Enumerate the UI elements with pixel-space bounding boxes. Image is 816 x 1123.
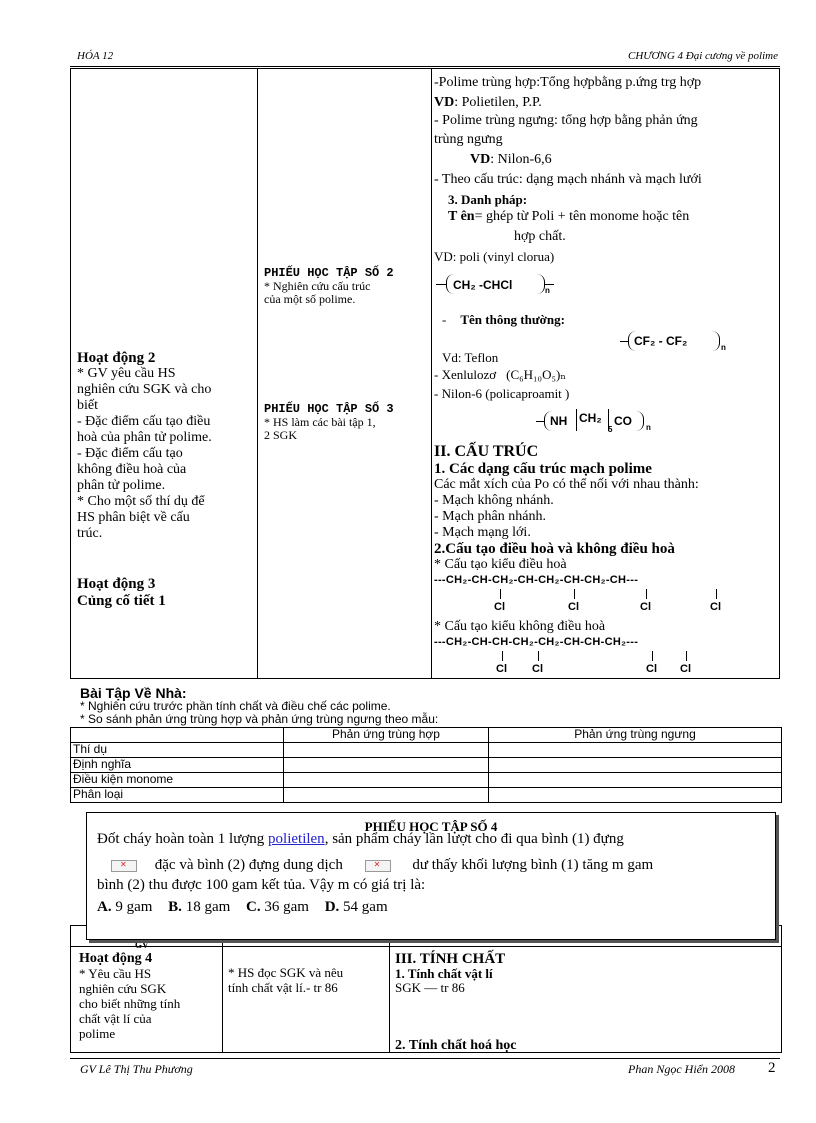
activity-4-student [228,965,386,995]
table-header: Phản ứng trùng ngưng [489,728,782,743]
activity-2-line: phân tử polime. [77,478,166,493]
cl-label: Cl [680,663,691,675]
worksheet-2-line: của một số polime. [264,292,356,306]
broken-image-icon [365,860,391,872]
text-line: - Xenlulozơ (C₆H₁₀O₅)ₙ [434,367,566,382]
text-line: - Nilon-6 (policaproamit ) [434,386,570,401]
activity-4-title: Hoạt động 4 [79,951,153,966]
worksheet-2-line: * Nghiên cứu cấu trúc [264,279,371,293]
subsection-chemical: 2. Tính chất hoá học [395,1038,517,1053]
common-names-heading: - Tên thông thường: [442,312,565,327]
cl-label: Cl [640,601,651,613]
option-d-label: D. [324,899,340,915]
activity-4-line: cho biết những tính [79,996,181,1011]
text-line: * Cấu tạo kiểu điều hoà [434,557,567,572]
cl-label: Cl [710,601,721,613]
worksheet-4 [86,812,776,940]
text-line: VD: Nilon-6,6 [470,152,552,167]
footer-left: GV Lê Thị Thu Phương [80,1062,193,1076]
activity-2 [77,350,255,542]
cl-label: Cl [496,663,507,675]
text-line: VD: Polietilen, P.P. [434,95,542,110]
table-row: Định nghĩa [71,758,284,773]
activity-4-table [70,925,782,1053]
section-nomenclature: 3. Danh pháp: [448,192,528,207]
subsection-1: 1. Các dạng cấu trúc mạch polime [434,461,652,477]
polietilen-link[interactable]: polietilen [268,831,325,847]
worksheet-2 [264,267,429,306]
question-line: bình (2) thu được 100 gam kết tủa. Vậy m có giá trị là: [97,877,426,893]
activity-2-line: trúc. [77,526,103,541]
page-number: 2 [768,1060,776,1076]
activity-2-line: biết [77,398,98,413]
activity-2-line: hoà của phân tử polime. [77,430,212,445]
answer-options [97,899,388,916]
cl-label: Cl [494,601,505,613]
activity-4-line: chất vật lí của [79,1011,152,1026]
activity-2-line: HS phân biệt về cấu [77,510,190,525]
formula-nylon6: NH CH₂ 5 CO n [536,409,666,435]
activity-2-line: * GV yêu cầu HS [77,366,176,381]
activity-4 [79,951,219,1041]
homework-line: * Nghiên cứu trước phần tính chất và điều chế các polime. [80,699,391,713]
text-line: - Mạch mạng lới. [434,525,531,540]
student-line: tính chất vật lí.- tr 86 [228,980,338,995]
question-line: ✕ đặc và bình (2) đựng dung dịch ✕ dư thấy khối lượng bình (1) tăng m gam [111,857,653,874]
table-header: Phản ứng trùng hợp [284,728,489,743]
broken-image-icon [111,860,137,872]
cl-label: Cl [532,663,543,675]
properties-section [395,952,775,995]
header-rule [70,66,780,67]
subsection-2: 2.Cấu tạo điều hoà và không điều hoà [434,541,675,557]
text-line: hợp chất. [514,229,566,244]
activity-2-line: - Đặc điểm cấu tạo [77,446,183,461]
activity-2-line: * Cho một số thí dụ để [77,494,205,509]
worksheet-2-title: PHIẾU HỌC TẬP SỐ 2 [264,266,394,280]
text-line: - Mạch không nhánh. [434,493,554,508]
table-row: Điều kiện monome [71,773,284,788]
footer-rule [70,1058,780,1059]
activity-4-line: nghiên cứu SGK [79,981,167,996]
activity-2-line: nghiên cứu SGK và cho [77,382,212,397]
formula-pvc: CH₂ -CHCl n [436,274,556,298]
text-line: Vd: Teflon [442,350,499,365]
worksheet-3-line: * HS làm các bài tập 1, [264,415,376,429]
chain-irregular: ---CH₂-CH-CH-CH₂-CH₂-CH-CH-CH₂--- [434,636,639,648]
text-line: - Mạch phân nhánh. [434,509,546,524]
text-line: * Cấu tạo kiểu không điều hoà [434,619,606,634]
section-properties: III. TÍNH CHẤT [395,951,506,967]
option-a-label: A. [97,899,112,915]
activity-2-line: không điều hoà của [77,462,187,477]
activity-4-line: polime [79,1026,116,1041]
table-header [71,728,284,743]
text-line: T ên= ghép từ Poli + tên monome hoặc tên [448,209,690,224]
text-line: VD: poli (vinyl clorua) [434,249,555,264]
student-line: * HS đọc SGK và nêu [228,965,344,980]
activity-3 [77,576,166,610]
activity-3-sub: Củng cố tiết 1 [77,593,166,609]
activity-2-title: Hoạt động 2 [77,350,156,366]
option-b-label: B. [168,899,182,915]
option-b: 18 gam [185,899,231,915]
header-right: CHƯƠNG 4 Đại cương về polime [627,50,778,62]
section-structure: II. CẤU TRÚC [434,443,539,460]
worksheet-3-title: PHIẾU HỌC TẬP SỐ 3 [264,402,394,416]
gv-label: GV [135,940,149,950]
table-row: Thí dụ [71,743,284,758]
homework-title: Bài Tập Về Nhà: [80,685,187,701]
main-table [70,68,780,679]
text-line: -Polime trùng hợp:Tổng hợpbằng p.ứng trg hợp [434,75,702,90]
homework-line: * So sánh phản ứng trùng hợp và phản ứng trùng ngưng theo mẫu: [80,712,439,726]
cl-label: Cl [568,601,579,613]
activity-2-line: - Đặc điểm cấu tạo điều [77,414,211,429]
header-left: HÓA 12 [77,50,114,62]
option-c: 36 gam [264,899,309,915]
text-line: - Polime trùng ngưng: tổng hợp bằng phản ứng [434,113,698,128]
question-line: Đốt cháy hoàn toàn 1 lượng polietilen, sản phẩm cháy lần lượt cho đi qua bình (1) đựng [97,831,624,847]
activity-3-title: Hoạt động 3 [77,576,156,592]
cl-label: Cl [646,663,657,675]
formula-teflon: CF₂ - CF₂ n [620,331,730,355]
worksheet-3 [264,403,429,442]
text-line: Các mắt xích của Po có thể nối với nhau thành: [434,477,699,492]
worksheet-4-title: PHIẾU HỌC TẬP SỐ 4 [364,819,498,834]
option-a: 9 gam [115,899,153,915]
subsection-physical: 1. Tính chất vật lí [395,966,493,981]
option-d: 54 gam [343,899,388,915]
activity-4-line: * Yêu cầu HS [79,966,152,981]
text-line: - Theo cấu trúc: dạng mạch nhánh và mạch lưới [434,172,702,187]
worksheet-3-line: 2 SGK [264,428,298,442]
chain-regular: ---CH₂-CH-CH₂-CH-CH₂-CH-CH₂-CH--- [434,574,639,586]
text-line: SGK — tr 86 [395,980,465,995]
table-row: Phân loại [71,788,284,803]
text-line: trùng ngưng [434,132,503,147]
footer-right: Phan Ngọc Hiển 2008 [628,1062,735,1076]
option-c-label: C. [246,899,261,915]
comparison-table [70,727,782,803]
